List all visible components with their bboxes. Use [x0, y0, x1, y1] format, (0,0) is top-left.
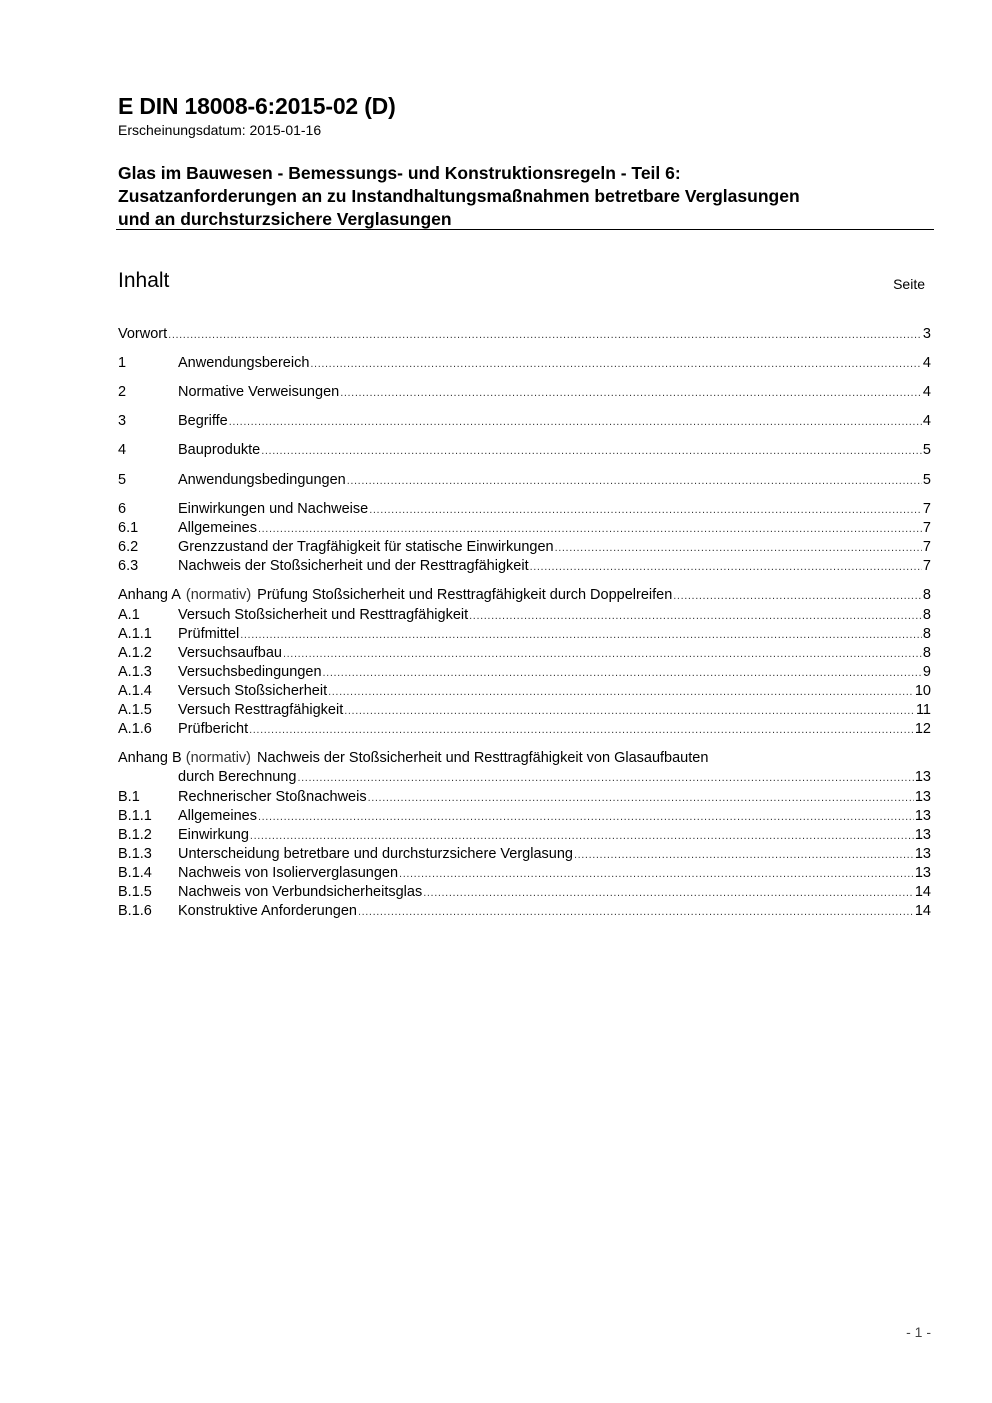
dot-leader [673, 586, 922, 606]
title-line: Glas im Bauwesen - Bemessungs- und Konstruktionsregeln - Teil 6: [118, 163, 681, 183]
toc-entry-page: 13 [914, 808, 931, 824]
toc-entry-number: B.1.2 [118, 827, 152, 843]
toc-entry[interactable] [118, 538, 931, 557]
toc-entry-number: B.1.4 [118, 865, 152, 881]
dot-leader [423, 883, 914, 903]
toc-entry-page: 13 [914, 865, 931, 881]
toc-entry[interactable] [118, 826, 931, 845]
title-divider [116, 229, 934, 230]
toc-entry[interactable] [118, 606, 931, 625]
toc-entry-page: 5 [922, 472, 931, 488]
page-number: - 1 - [906, 1324, 931, 1340]
toc-entry-title: Prüfung Stoßsicherheit und Resttragfähigkeit durch Doppelreifen [257, 587, 673, 603]
toc-entry-title: Vorwort [118, 326, 168, 342]
toc-entry-page: 8 [922, 645, 931, 661]
dot-leader [369, 500, 922, 520]
toc-entry-title: Versuchsbedingungen [178, 664, 322, 680]
toc-entry-number: B.1.6 [118, 903, 152, 919]
toc-entry-title: Nachweis von Verbundsicherheitsglas [178, 884, 423, 900]
toc-entry[interactable] [118, 500, 931, 519]
toc-entry-title: Rechnerischer Stoßnachweis [178, 789, 367, 805]
toc-entry-title: Konstruktive Anforderungen [178, 903, 357, 919]
toc-entry-page: 10 [914, 683, 931, 699]
toc-entry-page: 8 [922, 587, 931, 603]
dot-leader [358, 902, 914, 922]
dot-leader [469, 606, 922, 626]
toc-entry-page: 8 [922, 626, 931, 642]
dot-leader [368, 788, 914, 808]
toc-entry-page: 4 [922, 384, 931, 400]
toc-entry-number: A.1.1 [118, 626, 152, 642]
toc-entry-title: Prüfmittel [178, 626, 240, 642]
toc-entry-number: 3 [118, 413, 127, 429]
toc-entry-number: 1 [118, 355, 127, 371]
toc-entry-page: 3 [922, 326, 931, 342]
toc-entry-vorwort[interactable] [118, 325, 931, 344]
toc-entry-number: A.1.3 [118, 664, 152, 680]
dot-leader [283, 644, 922, 664]
toc-entry[interactable] [118, 788, 931, 807]
toc-entry-title: Versuch Resttragfähigkeit [178, 702, 344, 718]
toc-entry-number: A.1.5 [118, 702, 152, 718]
toc-page-label: Seite [893, 276, 925, 292]
dot-leader [258, 807, 914, 827]
toc-entry-annex-b-continuation[interactable] [118, 768, 931, 787]
toc-entry-number: B.1.1 [118, 808, 152, 824]
dot-leader [530, 557, 922, 577]
dot-leader [555, 538, 922, 558]
toc-entry-number: A.1.4 [118, 683, 152, 699]
toc-entry[interactable] [118, 807, 931, 826]
toc-entry-title: Nachweis der Stoßsicherheit und Resttragfähigkeit von Glasaufbauten [257, 750, 709, 766]
dot-leader [250, 826, 914, 846]
toc-entry-page: 7 [922, 520, 931, 536]
toc-entry-title: Allgemeines [178, 520, 257, 536]
toc-entry[interactable] [118, 354, 931, 373]
dot-leader [328, 682, 914, 702]
toc-entry[interactable] [118, 883, 931, 902]
dot-leader [240, 625, 922, 645]
toc-entry[interactable] [118, 663, 931, 682]
dot-leader [298, 768, 914, 788]
dot-leader [168, 325, 922, 345]
title-line: und an durchsturzsichere Verglasungen [118, 209, 452, 229]
dot-leader [344, 701, 915, 721]
toc-entry-title: Prüfbericht [178, 721, 249, 737]
toc-entry-annex-a[interactable] [118, 586, 931, 605]
toc-entry-number: 2 [118, 384, 127, 400]
toc-entry[interactable] [118, 557, 931, 576]
document-title [118, 162, 933, 231]
toc-entry-number: 6 [118, 501, 127, 517]
toc-entry-page: 14 [914, 903, 931, 919]
title-line: Zusatzanforderungen an zu Instandhaltungsmaßnahmen betretbare Verglasungen [118, 186, 800, 206]
toc-entry-page: 13 [914, 769, 931, 785]
toc-entry-title: Anwendungsbedingungen [178, 472, 346, 488]
toc-entry[interactable] [118, 441, 931, 460]
toc-entry-number: B.1.3 [118, 846, 152, 862]
toc-entry[interactable] [118, 845, 931, 864]
toc-entry-number: B.1 [118, 789, 140, 805]
dot-leader [258, 519, 922, 539]
toc-entry-page: 7 [922, 501, 931, 517]
toc-annex-label: Anhang B [118, 750, 182, 766]
dot-leader [574, 845, 914, 865]
toc-entry-page: 12 [914, 721, 931, 737]
toc-entry-page: 5 [922, 442, 931, 458]
toc-entry-page: 13 [914, 827, 931, 843]
publication-date: Erscheinungsdatum: 2015-01-16 [118, 122, 322, 138]
toc-entry[interactable] [118, 644, 931, 663]
toc-entry-title: Versuchsaufbau [178, 645, 282, 661]
toc-entry-title: Versuch Stoßsicherheit [178, 683, 328, 699]
toc-entry-title: Anwendungsbereich [178, 355, 310, 371]
toc-entry-page: 11 [915, 702, 931, 718]
dot-leader [340, 383, 922, 403]
toc-entry[interactable] [118, 720, 931, 739]
toc-entry-title: Normative Verweisungen [178, 384, 340, 400]
toc-entry[interactable] [118, 701, 931, 720]
toc-entry-page: 7 [922, 539, 931, 555]
document-number: E DIN 18008-6:2015-02 (D) [118, 93, 396, 119]
toc-annex-label: Anhang A [118, 587, 181, 603]
toc-entry-title-continuation: durch Berechnung [178, 769, 297, 785]
toc-entry-title: Grenzzustand der Tragfähigkeit für statische Einwirkungen [178, 539, 554, 555]
toc-entry-page: 13 [914, 789, 931, 805]
toc-entry[interactable] [118, 864, 931, 883]
toc-entry-page: 7 [922, 558, 931, 574]
toc-entry-number: A.1 [118, 607, 140, 623]
toc-entry-page: 13 [914, 846, 931, 862]
toc-entry-number: 6.2 [118, 539, 139, 555]
toc-entry-page: 9 [922, 664, 931, 680]
toc-entry-page: 14 [914, 884, 931, 900]
toc-heading: Inhalt [118, 269, 170, 292]
dot-leader [399, 864, 914, 884]
toc-entry-title: Nachweis von Isolierverglasungen [178, 865, 399, 881]
toc-entry-number: 6.1 [118, 520, 139, 536]
toc-entry-number: 6.3 [118, 558, 139, 574]
dot-leader [249, 720, 914, 740]
toc-entry[interactable] [118, 682, 931, 701]
toc-entry-page: 4 [922, 413, 931, 429]
dot-leader [229, 412, 922, 432]
toc-entry-number: A.1.2 [118, 645, 152, 661]
toc-entry-page: 4 [922, 355, 931, 371]
toc-entry[interactable] [118, 471, 931, 490]
toc-entry-title: Bauprodukte [178, 442, 261, 458]
toc-entry-number: 4 [118, 442, 127, 458]
toc-entry-title: Einwirkung [178, 827, 249, 843]
toc-entry-title: Versuch Stoßsicherheit und Resttragfähigkeit [178, 607, 469, 623]
toc-entry-title: Begriffe [178, 413, 228, 429]
toc-annex-normative: (normativ) [185, 587, 252, 603]
dot-leader [347, 471, 922, 491]
toc-entry[interactable] [118, 519, 931, 538]
toc-entry-page: 8 [922, 607, 931, 623]
dot-leader [261, 441, 922, 461]
toc-entry-title: Einwirkungen und Nachweise [178, 501, 369, 517]
toc-entry-title: Allgemeines [178, 808, 257, 824]
toc-entry[interactable] [118, 383, 931, 402]
toc-entry-title: Unterscheidung betretbare und durchsturzsichere Verglasung [178, 846, 573, 862]
toc-entry-title: Nachweis der Stoßsicherheit und der Resttragfähigkeit [178, 558, 529, 574]
toc-entry-number: A.1.6 [118, 721, 152, 737]
toc-entry[interactable] [118, 625, 931, 644]
dot-leader [310, 354, 922, 374]
dot-leader [323, 663, 922, 683]
toc-entry-number: 5 [118, 472, 127, 488]
toc-entry[interactable] [118, 902, 931, 921]
toc-entry[interactable] [118, 412, 931, 431]
toc-entry-number: B.1.5 [118, 884, 152, 900]
toc-entry-annex-b[interactable] [118, 749, 931, 768]
toc-annex-normative: (normativ) [185, 750, 251, 766]
